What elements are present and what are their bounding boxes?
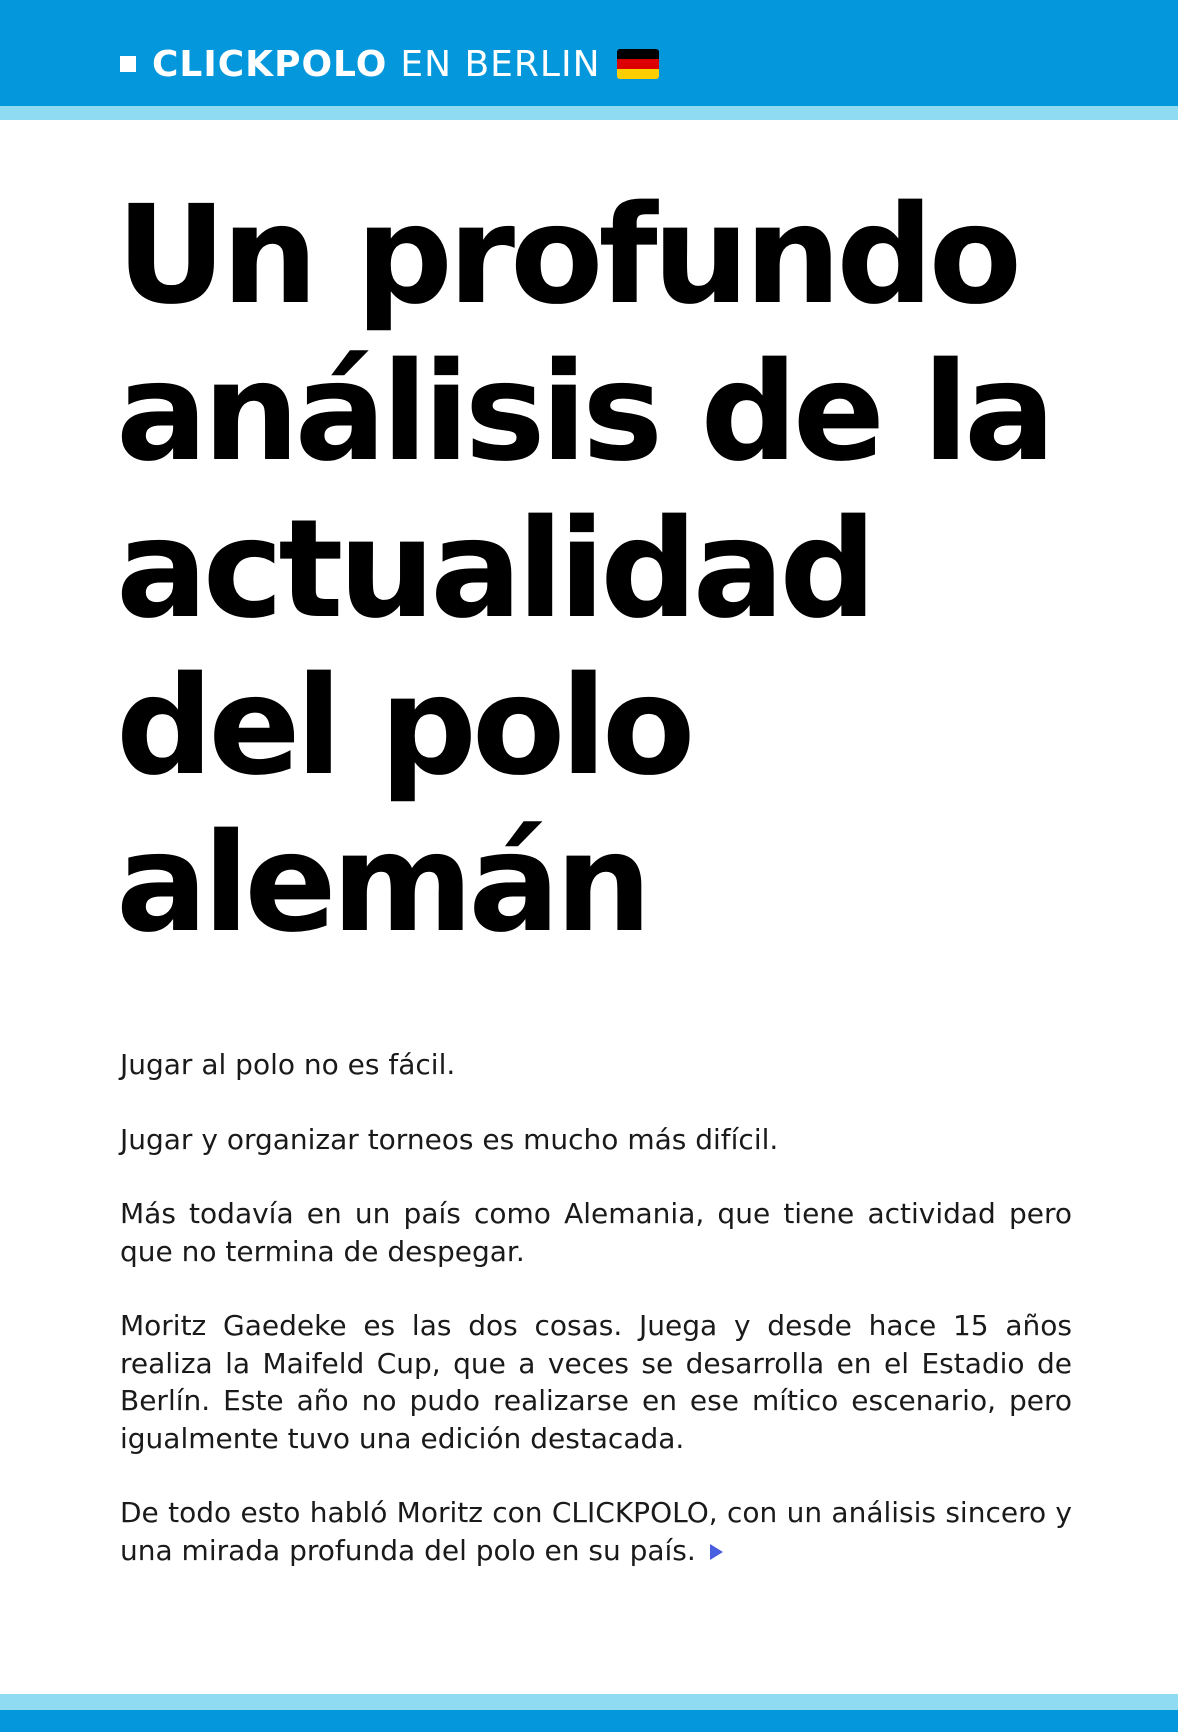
headline-line: del polo (116, 648, 691, 806)
germany-flag-icon (617, 49, 659, 79)
paragraph-5 (120, 1494, 1072, 1569)
paragraph-text: Más todavía en un país como Alemania, que tiene actividad pero que no termina de despegar. (120, 1197, 1072, 1268)
play-arrow-icon[interactable] (710, 1544, 723, 1560)
section-label-location: EN BERLIN (400, 43, 601, 85)
headline-line: actualidad (116, 491, 872, 649)
paragraph-text: De todo esto habló Moritz con CLICKPOLO, con un análisis sincero y una mirada profunda del polo en su país. (120, 1496, 1072, 1567)
footer-stripe (0, 1694, 1178, 1710)
header-stripe (0, 106, 1178, 120)
paragraph-2 (120, 1121, 1072, 1159)
headline-line: alemán (116, 805, 647, 963)
section-label (120, 42, 659, 86)
paragraph-3 (120, 1195, 1072, 1270)
section-label-brand: CLICKPOLO (152, 43, 388, 85)
headline (116, 178, 1156, 963)
paragraph-1 (120, 1046, 1072, 1084)
headline-line: análisis de la (116, 334, 1051, 492)
paragraph-text: Moritz Gaedeke es las dos cosas. Juega y desde hace 15 años realiza la Maifeld Cup, que a veces se desarrolla en el Estadio de Berlín. Este año no pudo realizarse en ese mítico escenario, pero igualmente tuvo una edición destacada. (120, 1309, 1072, 1455)
footer-bar (0, 1710, 1178, 1732)
paragraph-text: Jugar al polo no es fácil. (120, 1048, 456, 1081)
paragraph-text: Jugar y organizar torneos es mucho más difícil. (120, 1122, 779, 1156)
headline-line: Un profundo (116, 177, 1018, 335)
article-intro (120, 1046, 1072, 1606)
square-bullet-icon (120, 56, 136, 72)
paragraph-4 (120, 1307, 1072, 1457)
